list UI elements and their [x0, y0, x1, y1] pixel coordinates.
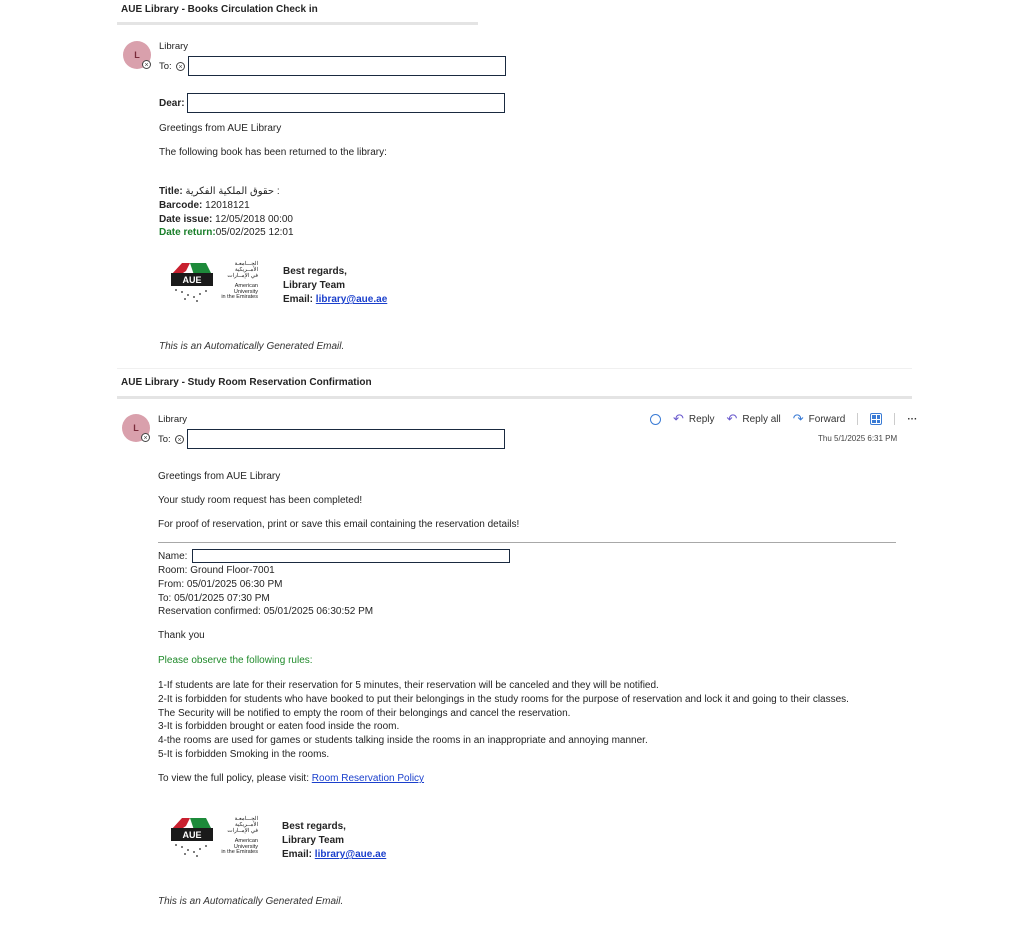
- sig-email-link[interactable]: library@aue.ae: [315, 294, 388, 305]
- presence-icon: ×: [141, 433, 150, 442]
- aue-logo: [168, 259, 263, 305]
- rule-item: 1-If students are late for their reservation for 5 minutes, their reservation will be canceled and they will be notified.: [158, 680, 659, 691]
- rule-item: 4-the rooms are used for games or students talking inside the rooms in an inappropriate and annoying manner.: [158, 735, 648, 747]
- presence-icon: ×: [142, 60, 151, 69]
- sig-email-label: Email:: [283, 294, 314, 305]
- recipient-icon: ×: [176, 62, 185, 71]
- action-divider: [857, 413, 858, 425]
- sig-email-link[interactable]: library@aue.ae: [314, 849, 387, 860]
- rules-heading: Please observe the following rules:: [158, 655, 313, 666]
- email2-footer: This is an Automatically Generated Email.: [158, 896, 344, 907]
- reply-icon: ↶: [673, 411, 684, 426]
- sig-email-label: Email:: [282, 849, 313, 860]
- date-return-value: 05/02/2025 12:01: [215, 227, 294, 239]
- email2-proof: For proof of reservation, print or save this email containing the reservation details!: [158, 519, 520, 530]
- email2-subject-divider: [117, 396, 912, 399]
- policy-link[interactable]: Room Reservation Policy: [311, 773, 425, 784]
- policy-line: [158, 773, 424, 784]
- email2-sender[interactable]: Library: [158, 414, 188, 425]
- logo-arabic: الجـــامعـة الأمــريكية في الإمــارات: [227, 261, 258, 279]
- date-issue-label: Date issue:: [159, 213, 213, 225]
- reply-all-icon: ↶: [726, 411, 738, 426]
- emoji-icon[interactable]: [650, 414, 661, 425]
- more-options-button[interactable]: ···: [907, 413, 918, 425]
- logo-abbr: AUE: [182, 830, 202, 840]
- rule-item: 2-It is forbidden for students who have booked to put their belongings in the study rooms for the purpose of reservation and lock it and going to their classes.: [158, 693, 849, 705]
- date-issue-value: 12/05/2018 00:00: [215, 213, 293, 225]
- sig-regards: Best regards,: [282, 821, 346, 832]
- email1-subject: AUE Library - Books Circulation Check in: [121, 4, 318, 15]
- reservation-details: [158, 564, 373, 619]
- reply-all-button[interactable]: ↶ Reply all: [726, 411, 781, 426]
- from-line: From: 05/01/2025 06:30 PM: [158, 578, 283, 590]
- email1-sender[interactable]: Library: [159, 41, 189, 52]
- reply-button[interactable]: ↶ Reply: [673, 411, 715, 426]
- email2-subject: AUE Library - Study Room Reservation Confirmation: [121, 377, 372, 388]
- email2-avatar[interactable]: L: [122, 414, 150, 442]
- email1-dear-label: Dear:: [159, 98, 185, 109]
- email1-intro: The following book has been returned to the library:: [159, 147, 387, 158]
- forward-button[interactable]: ↷ Forward: [792, 411, 846, 426]
- barcode-value: 12018121: [205, 199, 250, 211]
- logo-english: American University in the Emirates: [221, 838, 258, 855]
- logo-english: American University in the Emirates: [221, 283, 258, 300]
- room-line: Room: Ground Floor-7001: [158, 565, 275, 576]
- aue-logo: [168, 814, 263, 860]
- email1-signature: [283, 265, 387, 307]
- email1-avatar[interactable]: L: [123, 41, 151, 69]
- sig-regards: Best regards,: [283, 266, 347, 277]
- date-return-label: Date return:: [159, 227, 216, 239]
- thank-you: Thank you: [158, 630, 205, 641]
- name-label: Name:: [158, 551, 188, 562]
- logo-abbr: AUE: [182, 275, 202, 285]
- rule-item: 3-It is forbidden brought or eaten food inside the room.: [158, 721, 400, 733]
- email1-subject-divider: [117, 22, 478, 25]
- email2-to-redacted: [187, 429, 505, 449]
- to-line: To: 05/01/2025 07:30 PM: [158, 592, 270, 604]
- apps-icon[interactable]: [870, 413, 882, 425]
- policy-prefix: To view the full policy, please visit:: [158, 773, 309, 784]
- title-value: حقوق الملكية الفكرية :: [185, 186, 280, 197]
- name-redacted: [192, 549, 510, 563]
- email2-greeting: Greetings from AUE Library: [158, 471, 281, 482]
- email1-to-redacted: [188, 56, 506, 76]
- rule-item: The Security will be notified to empty the room of their belongings and cancel the reservation.: [158, 707, 571, 719]
- rule-item: 5-It is forbidden Smoking in the rooms.: [158, 748, 330, 760]
- confirmed-line: Reservation confirmed: 05/01/2025 06:30:52 PM: [158, 606, 374, 618]
- details-divider: [158, 542, 896, 543]
- email1-greeting: Greetings from AUE Library: [159, 123, 282, 134]
- email2-completed: Your study room request has been completed!: [158, 495, 363, 506]
- rules-list: [158, 679, 849, 762]
- forward-icon: ↷: [792, 411, 804, 426]
- email1-book-details: [159, 185, 294, 240]
- email2-action-bar: [650, 413, 917, 425]
- logo-arabic: الجـــامعـة الأمــريكية في الإمــارات: [227, 816, 258, 834]
- email2-to-label: To:: [158, 434, 171, 445]
- recipient-icon: ×: [175, 435, 184, 444]
- sig-team: Library Team: [283, 280, 346, 291]
- thread-separator: [117, 368, 912, 369]
- email2-timestamp: Thu 5/1/2025 6:31 PM: [818, 434, 898, 443]
- title-label: Title:: [159, 186, 183, 197]
- email1-to-label: To:: [159, 61, 172, 72]
- action-divider: [894, 413, 895, 425]
- email2-signature: [282, 820, 386, 862]
- barcode-label: Barcode:: [159, 199, 203, 211]
- sig-team: Library Team: [282, 835, 345, 846]
- email1-dear-redacted: [187, 93, 505, 113]
- email1-footer: This is an Automatically Generated Email.: [159, 341, 345, 352]
